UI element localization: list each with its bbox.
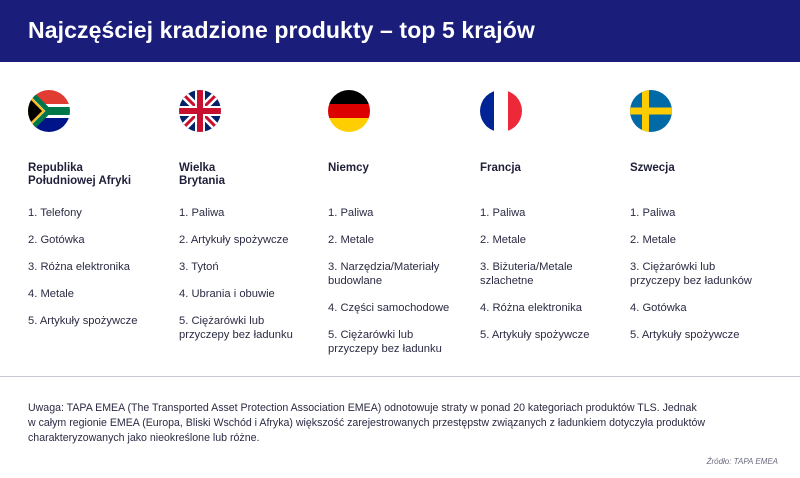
country-column-uk [179,90,329,341]
product-list [630,206,780,355]
country-name: Niemcy [328,162,369,174]
list-item: 5. Artykuły spożywcze [28,315,138,327]
product-list [179,206,329,355]
header-bar [0,0,800,62]
list-item: 4. Gotówka [630,302,687,314]
germany-flag-icon [328,90,370,132]
footnote: Uwaga: TAPA EMEA (The Transported Asset Protection Association EMEA) odnotowuje straty w ponad 20 kategoriach produktów TLS. Jednak w całym regionie EMEA (Europa, Bliski Wschód i Afryka) większość zarejestrowanych przestępstw związanych z ładunkiem dotyczyła produktów charakteryzowanych jako nieokreślone lub różne. [28,402,706,444]
product-list [28,206,178,341]
list-item: 1. Paliwa [630,207,676,219]
sweden-flag-icon [630,90,672,132]
list-item: 3. Biżuteria/Metale szlachetne [480,261,573,287]
country-name: Republika Południowej Afryki [28,162,132,187]
product-list [480,206,630,355]
list-item: 5. Artykuły spożywcze [630,329,740,341]
list-item: 5. Ciężarówki lub przyczepy bez ładunku [179,315,293,341]
divider [0,376,800,377]
list-item: 3. Tytoń [179,261,219,273]
country-column-south-africa [28,90,178,327]
list-item: 2. Artykuły spożywcze [179,234,289,246]
list-item: 2. Metale [480,234,527,246]
list-item: 1. Paliwa [328,207,374,219]
list-item: 2. Gotówka [28,234,85,246]
list-item: 3. Narzędzia/Materiały budowlane [328,261,440,287]
list-item: 1. Paliwa [480,207,526,219]
product-list [328,206,478,369]
country-name: Szwecja [630,162,675,174]
country-name: Wielka Brytania [179,162,226,187]
page-title: Najczęściej kradzione produkty – top 5 krajów [28,17,535,43]
country-name: Francja [480,162,521,174]
list-item: 1. Paliwa [179,207,225,219]
list-item: 1. Telefony [28,207,82,219]
country-column-france [480,90,630,341]
list-item: 3. Różna elektronika [28,261,130,273]
list-item: 4. Metale [28,288,75,300]
list-item: 4. Części samochodowe [328,302,450,314]
list-item: 2. Metale [328,234,375,246]
united-kingdom-flag-icon [179,90,221,132]
list-item: 2. Metale [630,234,677,246]
list-item: 4. Ubrania i obuwie [179,288,275,300]
source-credit: Źródło: TAPA EMEA [706,457,778,466]
list-item: 3. Ciężarówki lub przyczepy bez ładunków [630,261,752,287]
list-item: 5. Artykuły spożywcze [480,329,590,341]
country-column-germany [328,90,478,355]
country-column-sweden [630,90,780,341]
list-item: 5. Ciężarówki lub przyczepy bez ładunku [328,329,442,355]
south-africa-flag-icon [28,90,70,132]
list-item: 4. Różna elektronika [480,302,582,314]
france-flag-icon [480,90,522,132]
